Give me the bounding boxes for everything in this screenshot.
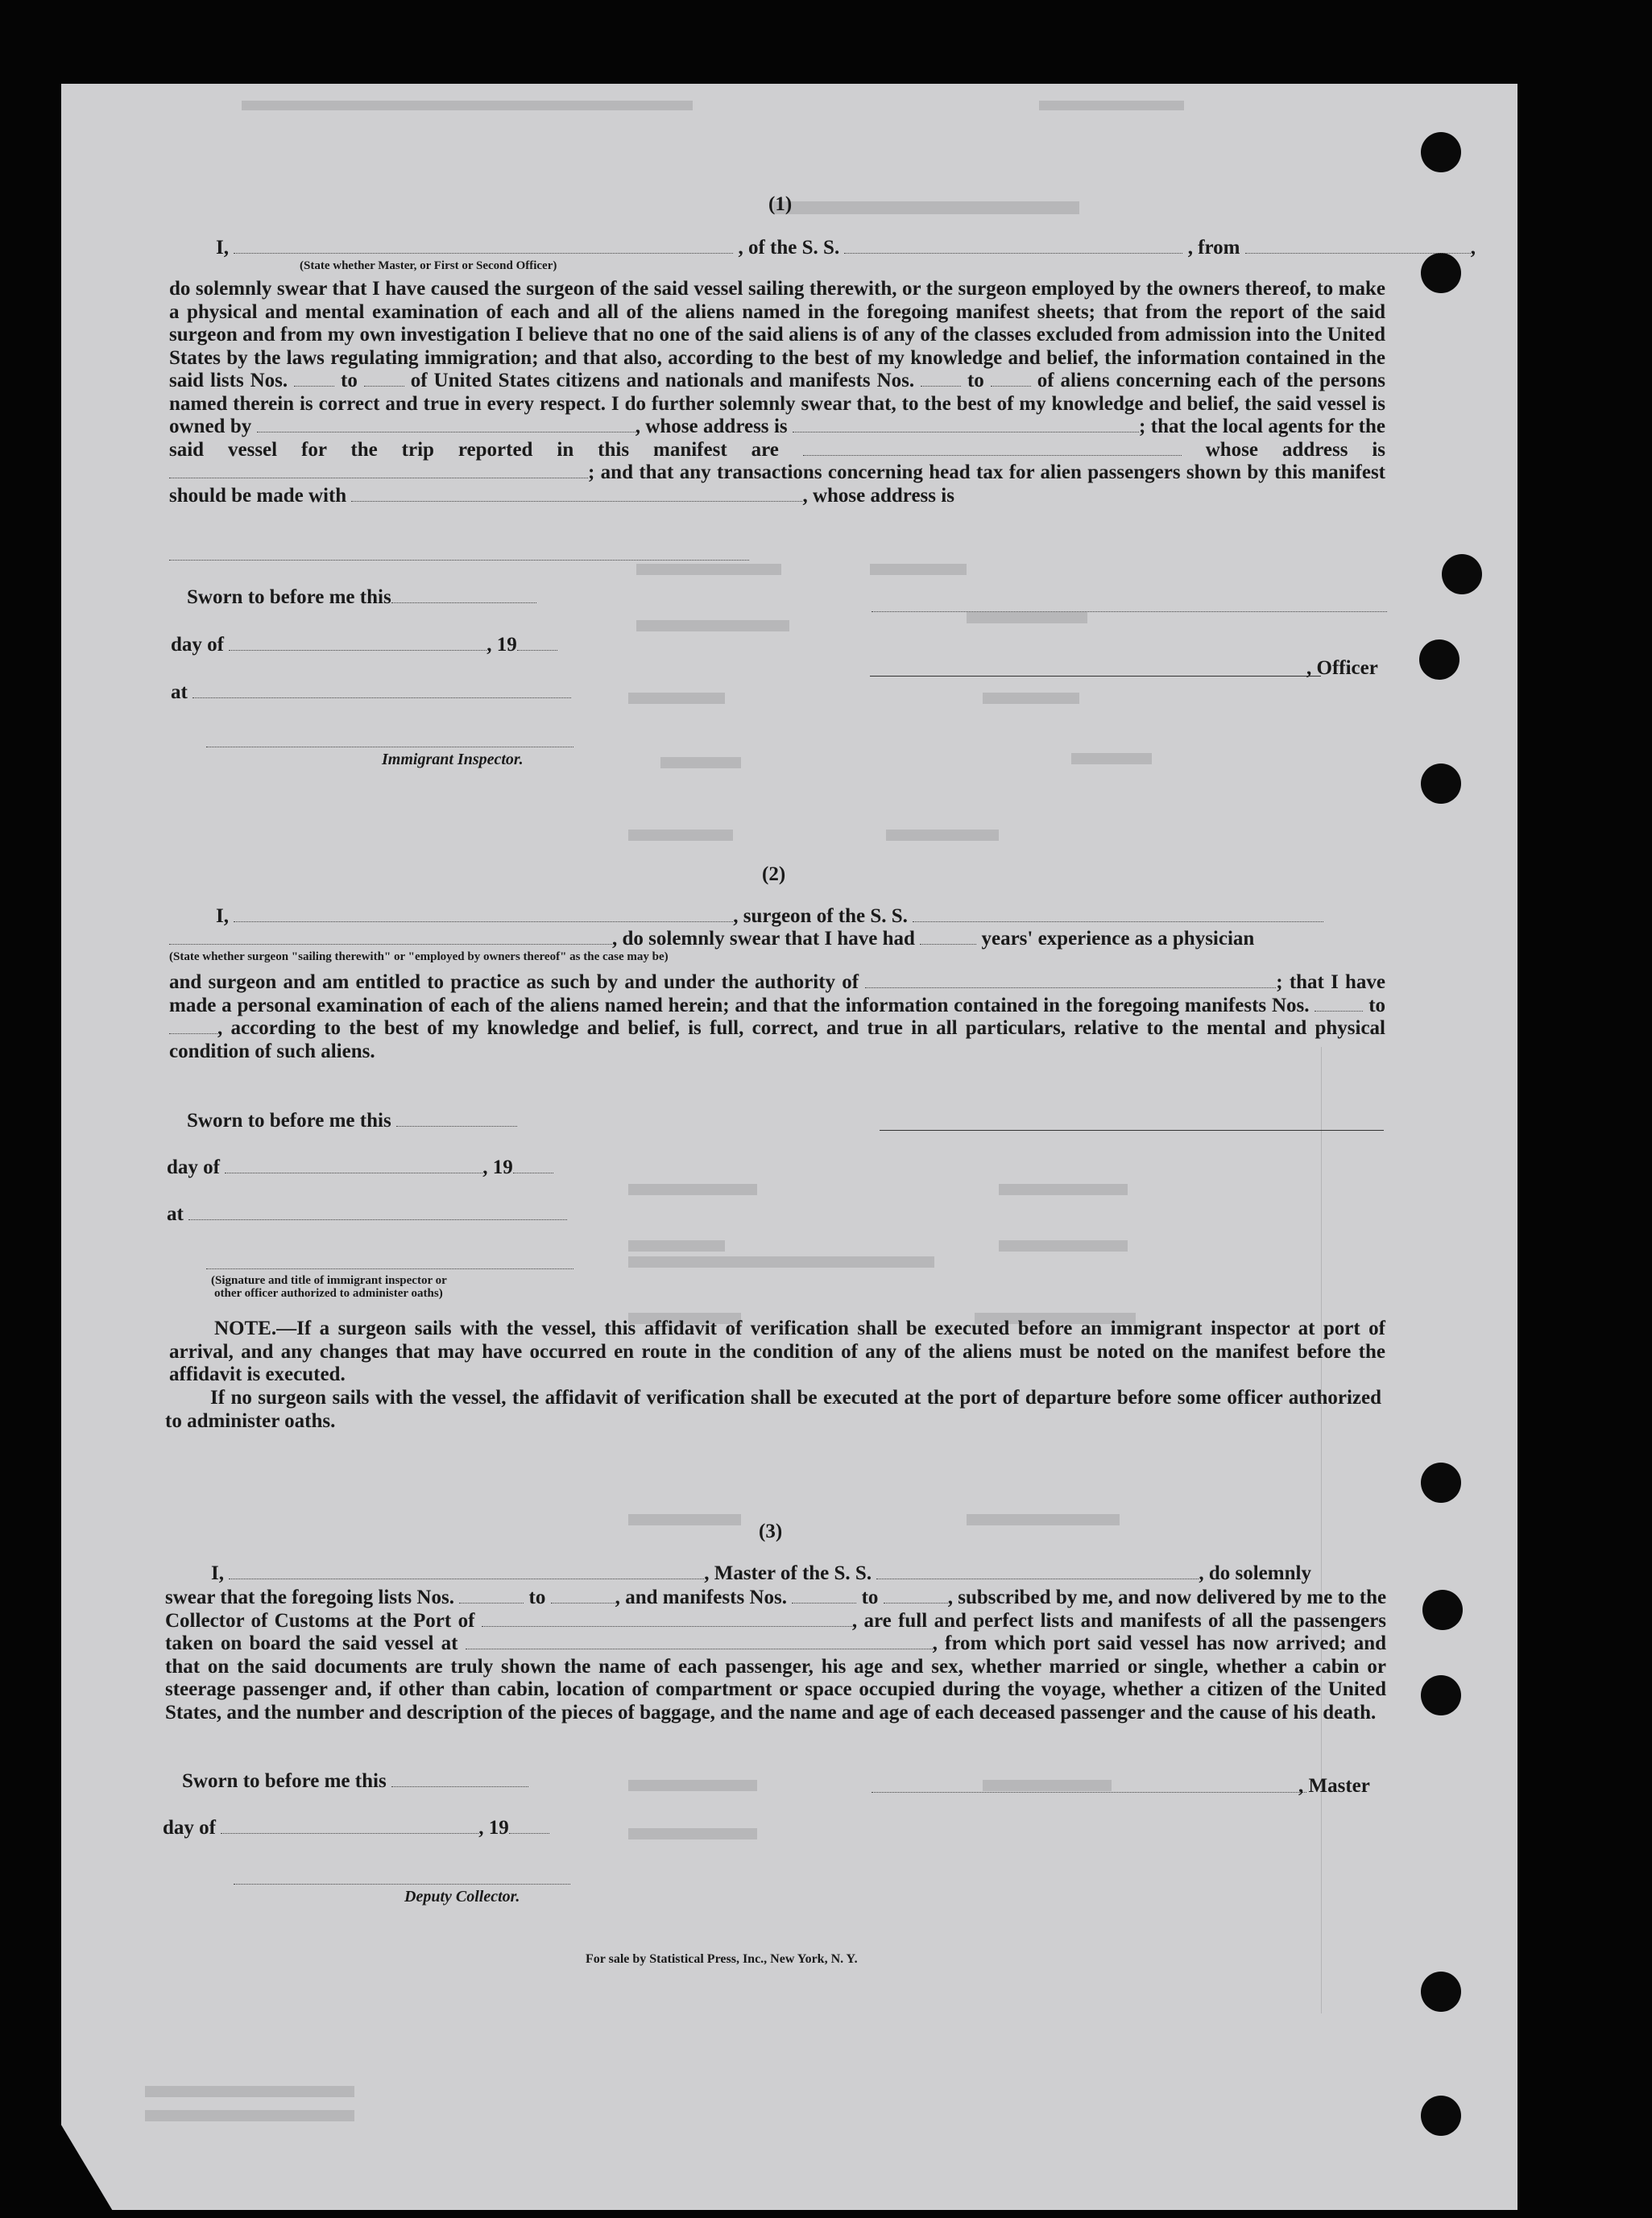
section-3-oath-text: swear that the foregoing lists Nos. to , and manifests Nos. to , subscribed by me, and now delivered by me to the Collector of Customs at the Port of , are full and perfect lists and manifests of all the passengers taken on board the said vessel at , from which port said vessel has now arrived; and that on the said documents are truly shown the name of each passenger, his age and sex, whether married or single, whether a cabin or steerage passenger and, if other than cabin, location of compartment or space occupied during the voyage, whether a citizen of the United States, and the number and description of the pieces of baggage, and the name and age of each deceased passenger and the cause of his death. [165,1587,1387,1724]
ship-name-field[interactable] [844,253,1182,254]
section-2-oath-text: and surgeon and am entitled to practice as such by and under the authority of ; that I have made a personal examination of each of the aliens named herein; and that the information contained in the foregoing manifests Nos. to , according to the best of my knowledge and belief, is full, correct, and true in all particulars, relative to the mental and physical condition of such aliens. [169,971,1386,1062]
section-2-number: (2) [762,863,786,885]
note-paragraph-2: If no surgeon sails with the vessel, the affidavit of verification shall be executed at the port of departure before some officer authorized to administer oaths. [165,1387,1381,1432]
section-1-day-of: day of , 19 [171,634,557,656]
years-experience-field[interactable] [920,944,976,945]
section-1-at: at [171,681,571,704]
section-1-number: (1) [768,193,793,215]
deputy-collector-caption: Deputy Collector. [404,1888,520,1906]
section-2-swear-line: , do solemnly swear that I have had years' experience as a physician [169,928,1254,950]
surgeon-manifests-from-field[interactable] [1315,1010,1363,1012]
inspector-caption: Immigrant Inspector. [382,751,524,768]
collector-port-field[interactable] [482,1625,852,1627]
officer-name-field[interactable] [234,253,733,254]
master-day-field[interactable] [221,1833,478,1834]
officer-caption: (State whether Master, or First or Second Officer) [300,259,557,272]
master-year-field[interactable] [509,1833,549,1834]
section-2-day-of: day of , 19 [167,1157,553,1179]
note-label: NOTE. [214,1318,277,1339]
manifests-from-field[interactable] [921,385,961,387]
master-signature-line[interactable] [872,1791,1306,1793]
master-manifests-from-field[interactable] [792,1602,856,1603]
agents-field[interactable] [803,454,1182,456]
section-3-number: (3) [759,1521,783,1542]
officer-label: , Officer [1306,657,1378,679]
administering-officer-signature-line[interactable] [206,1268,573,1269]
manifests-to-field[interactable] [991,385,1031,387]
surgeon-signature-line[interactable] [880,1129,1384,1131]
section-3-day-of: day of , 19 [163,1817,549,1839]
right-margin-rule [1321,1047,1322,2013]
section-2-surgeon-line: I, , surgeon of the S. S. [216,905,1323,928]
master-lists-from-field[interactable] [459,1602,524,1603]
section-2-sworn: Sworn to before me this [187,1110,517,1132]
officer-signature-line[interactable] [872,610,1387,612]
surgeon-at-field[interactable] [188,1219,567,1220]
deputy-collector-signature-line[interactable] [234,1883,570,1885]
departure-port-field[interactable] [466,1648,933,1649]
surgeon-name-field[interactable] [234,921,733,922]
head-tax-field[interactable] [351,500,802,502]
section-1-i: I, [216,237,229,259]
section-3-master-line: I, , Master of the S. S. , do solemnly [211,1562,1311,1584]
master-lists-to-field[interactable] [551,1602,615,1603]
owner-address-field[interactable] [793,431,1139,432]
head-tax-address-field[interactable] [169,559,749,561]
section-1-officer-line: I, , of the S. S. , from , [216,237,1476,259]
inspector-signature-line[interactable] [206,746,573,747]
signature-caption-2: other officer authorized to administer oaths) [214,1287,443,1300]
day-of-month-field[interactable] [229,650,486,651]
surgeon-sworn-date-field[interactable] [396,1126,517,1127]
note-paragraph-1: NOTE.—If a surgeon sails with the vessel, this affidavit of verification shall be executed before an immigrant inspector at port of arrival, and any changes that may have occurred en route in the condition of any of the aliens must be noted on the manifest before the affidavit is executed. [169,1318,1385,1385]
from-label: , from [1187,237,1240,259]
from-port-field[interactable] [1245,253,1471,254]
lists-to-field[interactable] [364,385,404,387]
sworn-date-field[interactable] [391,602,536,603]
section-2-at: at [167,1203,567,1226]
section-3-sworn: Sworn to before me this [182,1770,528,1793]
of-ss-label: , of the S. S. [738,237,840,259]
master-manifests-to-field[interactable] [884,1602,948,1603]
lists-from-field[interactable] [294,385,334,387]
section-1-sworn: Sworn to before me this [187,586,536,609]
agents-address-field[interactable] [169,477,588,478]
signature-caption-1: (Signature and title of immigrant inspector or [211,1274,447,1287]
authority-field[interactable] [865,987,1276,988]
surgeon-status-field[interactable] [169,944,612,945]
officer-signature-underline [870,675,1321,677]
owner-field[interactable] [257,431,636,432]
surgeon-caption: (State whether surgeon "sailing therewith" or "employed by owners thereof" as the case may be) [169,950,669,963]
printer-footer: For sale by Statistical Press, Inc., New York, N. Y. [586,1952,858,1966]
at-place-field[interactable] [193,697,571,698]
year-field[interactable] [517,650,557,651]
surgeon-manifests-to-field[interactable] [169,1032,217,1034]
master-sworn-date-field[interactable] [391,1786,528,1787]
surgeon-ship-field[interactable] [913,921,1323,922]
master-label: , Master [1298,1775,1370,1797]
section-1-oath-text: do solemnly swear that I have caused the surgeon of the said vessel sailing therewith, or the surgeon employed by the owners thereof, to make a physical and mental examination of each and all of the aliens named in the foregoing manifest sheets; that from the report of the said surgeon and from my own investigation I believe that no one of the said aliens is of any of the classes excluded from admission into the United States by the laws regulating immigration; and that also, according to the best of my knowledge and belief, the information contained in the said lists Nos. to of United States citizens and nationals and manifests Nos. to of aliens concerning each of the persons named therein is correct and true in every respect. I do further solemnly swear that, to the best of my knowledge and belief, the said vessel is owned by , whose address is ; that the local agents for the said vessel for the trip reported in this manifest are whose address is ; and that any transactions concerning head tax for alien passengers shown by this manifest should be made with , whose address is [169,278,1386,507]
